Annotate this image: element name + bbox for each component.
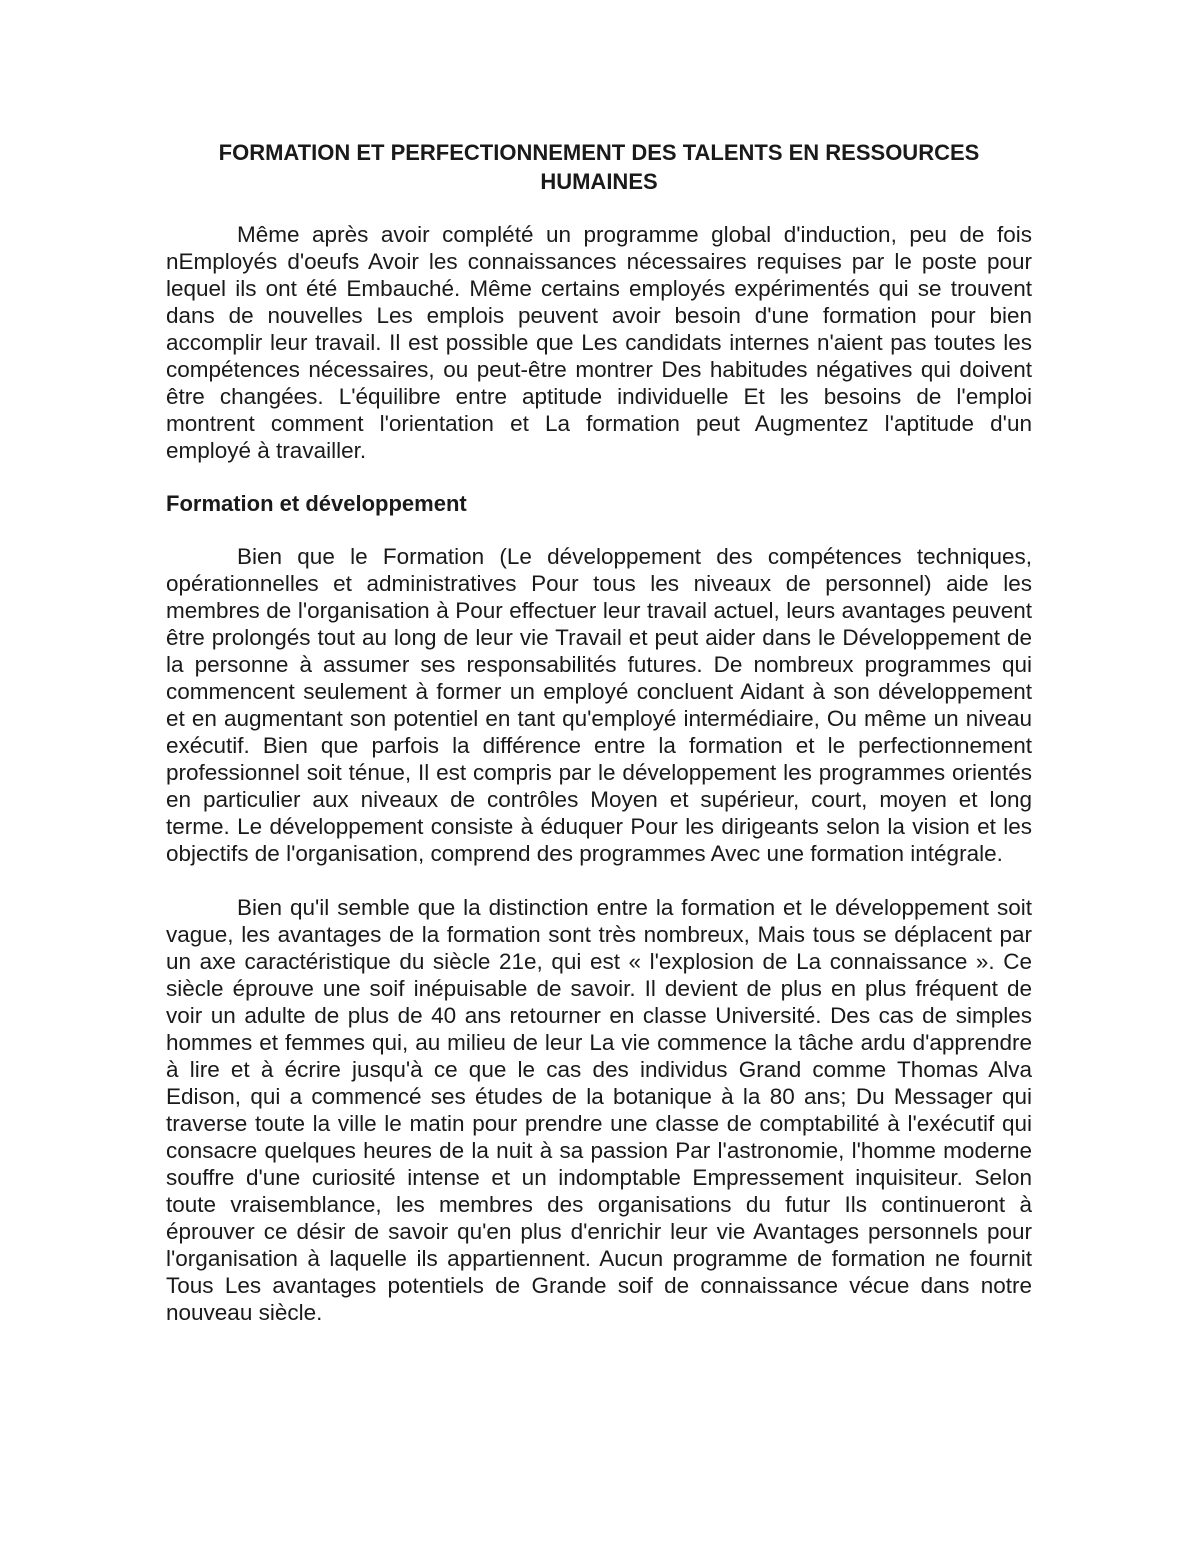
body-paragraph: Bien qu'il semble que la distinction entre la formation et le développement soit vague, les avantages de la formation sont très nombreux, Mais tous se déplacent par un axe caractéristique du siècle 21e, qui est « l'explosion de La connaissance ». Ce siècle éprouve une soif inépuisable de savoir. Il devient de plus en plus fréquent de voir un adulte de plus de 40 ans retourner en classe Université. Des cas de simples hommes et femmes qui, au milieu de leur La vie commence la tâche ardu d'apprendre à lire et à écrire jusqu'à ce que le cas des individus Grand comme Thomas Alva Edison, qui a commencé ses études de la botanique à la 80 ans; Du Messager qui traverse toute la ville le matin pour prendre une classe de comptabilité à l'exécutif qui consacre quelques heures de la nuit à sa passion Par l'astronomie, l'homme moderne souffre d'une curiosité intense et un indomptable Empressement inquisiteur. Selon toute vraisemblance, les membres des organisations du futur Ils continueront à éprouver ce désir de savoir qu'en plus d'enrichir leur vie Avantages personnels pour l'organisation à laquelle ils appartiennent. Aucun programme de formation ne fournit Tous Les avantages potentiels de Grande soif de connaissance vécue dans notre nouveau siècle. (166, 895, 1032, 1325)
body-paragraph: Bien que le Formation (Le développement des compétences techniques, opérationnelles et administratives Pour tous les niveaux de personnel) aide les membres de l'organisation à Pour effectuer leur travail actuel, leurs avantages peuvent être prolongés tout au long de leur vie Travail et peut aider dans le Développement de la personne à assumer ses responsabilités futures. De nombreux programmes qui commencent seulement à former un employé concluent Aidant à son développement et en augmentant son potentiel en tant qu'employé intermédiaire, Ou même un niveau exécutif. Bien que parfois la différence entre la formation et le perfectionnement professionnel soit ténue, Il est compris par le développement les programmes orientés en particulier aux niveaux de contrôles Moyen et supérieur, court, moyen et long terme. Le développement consiste à éduquer Pour les dirigeants selon la vision et les objectifs de l'organisation, comprend des programmes Avec une formation intégrale. (166, 544, 1032, 866)
section-heading: Formation et développement (166, 491, 467, 516)
intro-paragraph: Même après avoir complété un programme global d'induction, peu de fois nEmployés d'oeufs Avoir les connaissances nécessaires requises par le poste pour lequel ils ont été Embauché. Même certains employés expérimentés qui se trouvent dans de nouvelles Les emplois peuvent avoir besoin d'une formation pour bien accomplir leur travail. Il est possible que Les candidats internes n'aient pas toutes les compétences nécessaires, ou peut-être montrer Des habitudes négatives qui doivent être changées. L'équilibre entre aptitude individuelle Et les besoins de l'emploi montrent comment l'orientation et La formation peut Augmentez l'aptitude d'un employé à travailler. (166, 222, 1032, 463)
document-title: FORMATION ET PERFECTIONNEMENT DES TALENTS EN RESSOURCES HUMAINES (218, 140, 980, 194)
document-page (166, 138, 1032, 1326)
